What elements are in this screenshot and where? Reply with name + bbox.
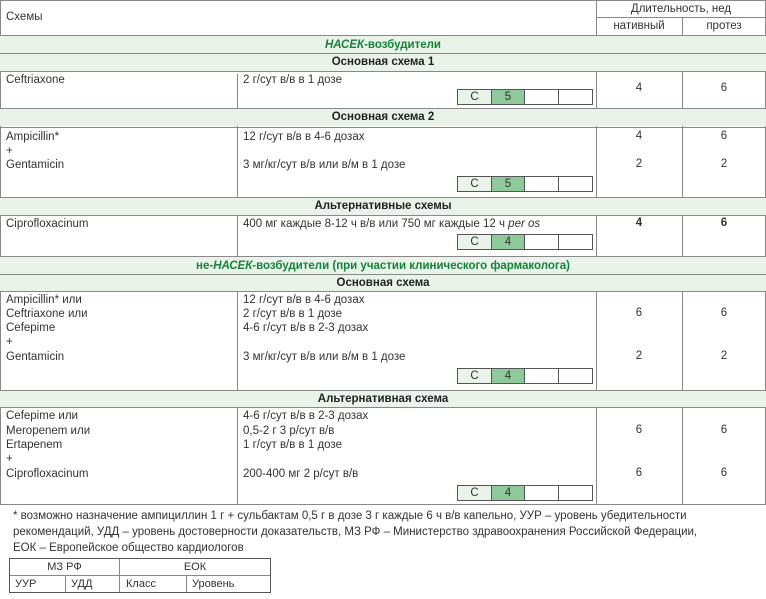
section-title-hacek xyxy=(0,35,766,54)
duration-native: 4 xyxy=(635,130,643,142)
drug-name: Ceftriaxone или xyxy=(6,308,88,320)
legend-mz: МЗ РФ xyxy=(47,561,82,573)
duration-native: 6 xyxy=(635,424,643,436)
col-header-native: нативный xyxy=(613,20,665,32)
drug-dose: 12 г/сут в/в в 4-6 дозах xyxy=(243,131,365,143)
divider xyxy=(0,127,766,128)
duration-native: 4 xyxy=(635,82,643,94)
drug-name: Gentamicin xyxy=(6,159,65,171)
col-header-schemes: Схемы xyxy=(6,11,43,23)
duration-native: 2 xyxy=(635,350,643,362)
drug-dose xyxy=(243,217,540,231)
legend-eok: ЕОК xyxy=(183,561,207,573)
drug-name: Ertapenem xyxy=(6,439,63,451)
hacek-italic: НАСЕК xyxy=(325,39,365,51)
non-hacek-italic: НАСЕК xyxy=(213,260,253,272)
divider xyxy=(0,407,766,408)
level-cell: 4 xyxy=(492,369,525,383)
drug-dose: 3 мг/кг/сут в/в или в/м в 1 дозе xyxy=(243,159,406,171)
duration-prosthesis: 6 xyxy=(720,82,728,94)
subsection-title-main2: Основная схема 2 xyxy=(0,108,766,126)
drug-name: Ciprofloxacinum xyxy=(6,218,89,230)
empty-cell xyxy=(559,177,592,191)
divider xyxy=(0,71,766,72)
drug-name: Cefepime xyxy=(6,322,56,334)
dose-text: 400 мг каждые 8-12 ч в/в или 750 мг каждые 12 ч xyxy=(243,218,509,230)
drug-plus: + xyxy=(6,145,13,157)
class-cell: C xyxy=(458,369,492,383)
drug-name: Ampicillin* или xyxy=(6,294,82,306)
footnote-line: рекомендаций, УДД – уровень достоверности доказательств, МЗ РФ – Министерство здравоохранения Российской Федерации, xyxy=(13,526,698,538)
subsection-title-alt-non-hacek: Альтернативная схема xyxy=(0,390,766,407)
section-title-non-hacek xyxy=(0,256,766,274)
drug-name: Meropenem или xyxy=(6,425,91,437)
evidence-level-box xyxy=(457,485,593,501)
dose-route: per os xyxy=(508,218,541,230)
drug-plus: + xyxy=(6,336,13,348)
legend-class: Класс xyxy=(126,578,156,590)
drug-dose: 0,5-2 г 3 р/сут в/в xyxy=(243,425,335,437)
level-cell: 4 xyxy=(492,235,525,249)
footnote xyxy=(13,508,753,556)
class-cell: C xyxy=(458,90,492,104)
class-cell: C xyxy=(458,486,492,500)
divider xyxy=(0,291,766,292)
duration-native: 6 xyxy=(635,307,643,319)
duration-prosthesis: 6 xyxy=(720,307,728,319)
drug-dose: 3 мг/кг/сут в/в или в/м в 1 дозе xyxy=(243,351,406,363)
legend-level: Уровень xyxy=(192,578,235,590)
empty-cell xyxy=(559,235,592,249)
level-cell: 5 xyxy=(492,177,525,191)
duration-prosthesis: 6 xyxy=(720,217,728,229)
divider xyxy=(0,215,766,216)
subsection-title-alt: Альтернативные схемы xyxy=(0,197,766,215)
footnote-line: ЕОК – Европейское общество кардиологов xyxy=(13,542,244,554)
drug-dose: 12 г/сут в/в в 4-6 дозах xyxy=(243,294,365,306)
empty-cell xyxy=(525,90,559,104)
level-cell: 5 xyxy=(492,90,525,104)
legend-uur: УУР xyxy=(15,578,37,590)
evidence-level-box xyxy=(457,176,593,192)
divider xyxy=(186,575,187,592)
empty-cell xyxy=(525,177,559,191)
empty-cell xyxy=(525,369,559,383)
duration-prosthesis: 6 xyxy=(720,424,728,436)
drug-dose: 1 г/сут в/в в 1 дозе xyxy=(243,439,342,451)
drug-dose: 2 г/сут в/в в 1 дозе xyxy=(243,308,342,320)
empty-cell xyxy=(525,486,559,500)
duration-prosthesis: 2 xyxy=(720,350,728,362)
drug-name: Ciprofloxacinum xyxy=(6,468,89,480)
col-header-prosthesis: протез xyxy=(706,20,742,32)
empty-cell xyxy=(559,486,592,500)
drug-name: Ampicillin* xyxy=(6,131,60,143)
duration-native: 4 xyxy=(635,217,643,229)
drug-name: Cefepime или xyxy=(6,410,78,422)
drug-dose: 4-6 г/сут в/в в 2-3 дозах xyxy=(243,322,369,334)
legend-table xyxy=(9,558,271,593)
subsection-title-main1: Основная схема 1 xyxy=(0,53,766,71)
duration-prosthesis: 6 xyxy=(720,467,728,479)
non-hacek-rest: -возбудители (при участии клинического фармаколога) xyxy=(252,260,570,272)
duration-native: 6 xyxy=(635,467,643,479)
divider xyxy=(596,17,766,18)
drug-plus: + xyxy=(6,453,13,465)
drug-dose: 2 г/сут в/в в 1 дозе xyxy=(243,74,342,86)
drug-name: Ceftriaxone xyxy=(6,74,65,86)
evidence-level-box xyxy=(457,368,593,384)
col-header-duration: Длительность, нед xyxy=(630,3,732,15)
divider xyxy=(10,575,270,576)
subsection-title-main: Основная схема xyxy=(0,274,766,291)
non-hacek-pre: не- xyxy=(196,260,214,272)
divider xyxy=(65,575,66,592)
duration-prosthesis: 6 xyxy=(720,130,728,142)
drug-dose: 4-6 г/сут в/в в 2-3 дозах xyxy=(243,410,369,422)
evidence-level-box xyxy=(457,89,593,105)
footnote-line: * возможно назначение ампициллин 1 г + сульбактам 0,5 г в дозе 3 г каждые 6 ч в/в капельно, УУР – уровень убедительности xyxy=(13,510,687,522)
legend-udd: УДД xyxy=(71,578,93,590)
class-cell: C xyxy=(458,177,492,191)
duration-prosthesis: 2 xyxy=(720,158,728,170)
hacek-rest: -возбудители xyxy=(364,39,441,51)
level-cell: 4 xyxy=(492,486,525,500)
drug-name: Gentamicin xyxy=(6,351,65,363)
class-cell: C xyxy=(458,235,492,249)
empty-cell xyxy=(559,90,592,104)
drug-dose: 200-400 мг 2 р/сут в/в xyxy=(243,468,359,480)
empty-cell xyxy=(525,235,559,249)
empty-cell xyxy=(559,369,592,383)
duration-native: 2 xyxy=(635,158,643,170)
evidence-level-box xyxy=(457,234,593,250)
